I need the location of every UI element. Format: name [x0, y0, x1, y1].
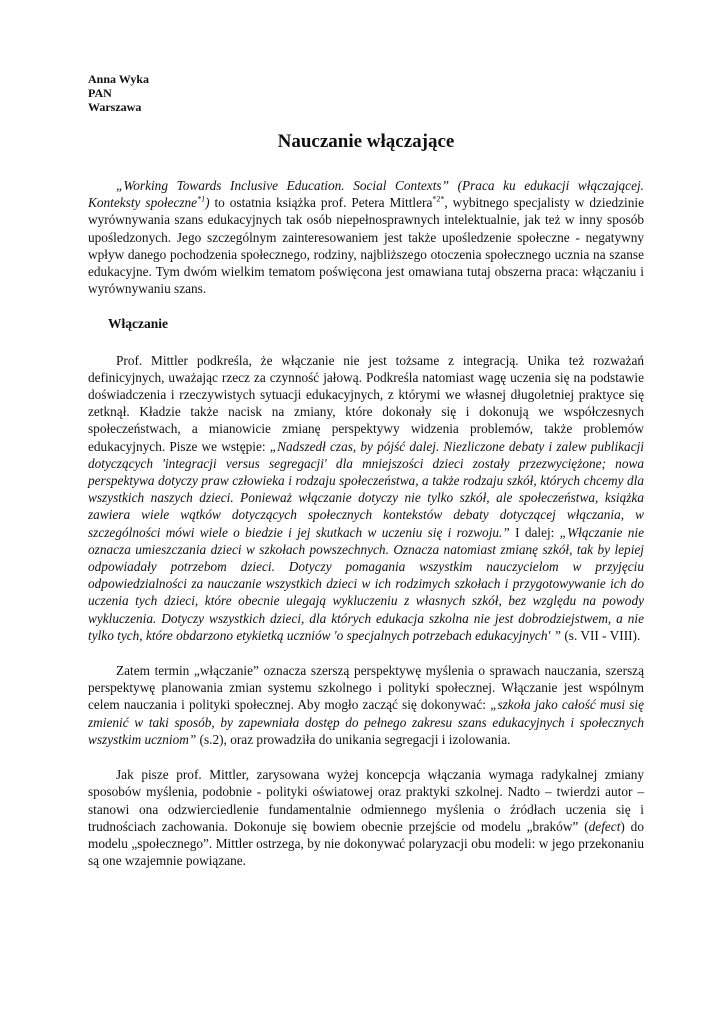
paragraph-3 — [88, 766, 644, 869]
author-city: Warszawa — [88, 100, 142, 114]
section-heading: Włączanie — [108, 316, 168, 332]
author-name: Anna Wyka — [88, 72, 150, 86]
para3-text-1: Jak pisze prof. Mittler, zarysowana wyżej koncepcja włączania wymaga radykalnej zmiany sposobów myślenia, podobnie - polityki oświatowej oraz praktyki szkolnej. Nadto – twierdzi autor – stanowi ona odzwierciedlenie fundamentalnie odmiennego myślenia o źródłach uczenia się i trudnościach zachowania. Dokonuje się bowiem obecnie przejście od modelu „braków” ( — [88, 767, 644, 834]
para1-text-2: I dalej: — [509, 524, 560, 540]
para1-text-3: (s. VII - VIII). — [561, 627, 641, 643]
close-paren: ) — [205, 195, 210, 211]
para1-text-1: Prof. Mittler podkreśla, że włączanie nie jest tożsame z integracją. Unika też rozważań definicyjnych, uważając rzecz za czynność jałową. Podkreśla natomiast wagę uczenia się na podstawie doświadczenia i rzeczywistych sytuacji edukacyjnych, z którymi we własnej długoletniej praktyce się zetknął. Kładzie także nacisk na zmiany, które dokonały się i dokonują we współczesnych społeczeństwach, a mianowicie zmianę perspektywy widzenia problemów, także problemów edukacyjnych. Pisze we wstępie: — [88, 352, 644, 454]
author-institution: PAN — [88, 86, 112, 100]
para1-quote-2: „Włączanie nie oznacza umieszczania dzieci w szkołach powszechnych. Oznacza natomiast zmianę szkół, tak by lepiej odpowiadały potrzebom dzieci. Dotyczy pomagania wszystkim nauczycielom w przyjęciu odpowiedzialności za nauczanie wszystkich dzieci w ich rodzimych szkołach i przygotowywanie ich do uczenia tych dzieci, które obecnie ulegają wykluczeniu z własnych szkół, bez względu na powody wykluczenia. Dotyczy wszystkich dzieci, dla których edukacja szkolna nie jest dobrodziejstwem, a nie tylko tych, które obdarzono etykietką uczniów 'o specjalnych potrzebach edukacyjnych' ” — [88, 524, 645, 643]
document-title: Nauczanie włączające — [277, 131, 455, 152]
para2-text-1: Zatem termin „włączanie” oznacza szerszą perspektywę myślenia o sprawach nauczania, szerszą perspektywę planowania zmian systemu szkolnego i polityki społecznej. Włączanie jest wspólnym celem nauczania i polityki społecznej. Aby mogło zacząć się dokonywać: — [88, 663, 644, 713]
paragraph-2 — [88, 662, 644, 748]
para3-italic-word: defect — [588, 818, 621, 834]
intro-paragraph — [88, 177, 644, 297]
paragraph-1 — [88, 352, 644, 644]
footnote-marker-2: *2* — [432, 194, 445, 204]
document-body — [88, 177, 644, 887]
author-block — [88, 72, 149, 114]
para2-text-2: (s.2), oraz prowadziła do unikania segregacji i izolowania. — [196, 731, 511, 747]
para1-quote-1: „Nadszedł czas, by pójść dalej. Niezliczone debaty i zalew publikacji dotyczących 'integracji versus segregacji' dla mniejszości dzieci zostały przezwyciężone; nowa perspektywa dotyczy praw człowieka i rodzaju społeczeństwa, a także rodzaju szkół, których chcemy dla wszystkich naszych dzieci. Ponieważ włączanie dotyczy nie tylko szkół, ale społeczeństwa, książka zawiera wiele wątków dotyczących społecznych kontekstów debaty dotyczącej włączania, w szczególności mówi wiele o biedzie i jej skutkach w uczeniu się i rozwoju.” — [88, 438, 644, 540]
intro-text-2: , wybitnego specjalisty w dziedzinie wyrównywania szans edukacyjnych tak osób niepełnosprawnych intelektualnie, jak też w inny sposób upośledzonych. Jego szczególnym zainteresowaniem jest także upośledzenie społeczne - negatywny wpływ danego pochodzenia społecznego, rodziny, najbliższego otoczenia społecznego ucznia na szanse edukacyjne. Tym dwóm wielkim tematom poświęcona jest omawiana tutaj obszerna praca: włączaniu i wyrównywaniu szans. — [88, 195, 644, 297]
para3-text-2: ) do modelu „społecznego”. Mittler ostrzega, by nie dokonywać polaryzacji obu modeli: w jego przekonaniu są one wzajemnie powiązane. — [88, 818, 644, 869]
footnote-marker-1: *1 — [197, 194, 206, 204]
intro-text-1: to ostatnia książka prof. Petera Mittlera — [209, 195, 433, 211]
book-title: „Working Towards Inclusive Education. Social Contexts” (Praca ku edukacji włączającej. Konteksty społeczne — [88, 178, 644, 211]
para2-quote: „szkoła jako całość musi się zmienić w taki sposób, by zapewniała dostęp do pełnego zakresu szans edukacyjnych i społecznych wszystkim uczniom” — [88, 697, 644, 747]
